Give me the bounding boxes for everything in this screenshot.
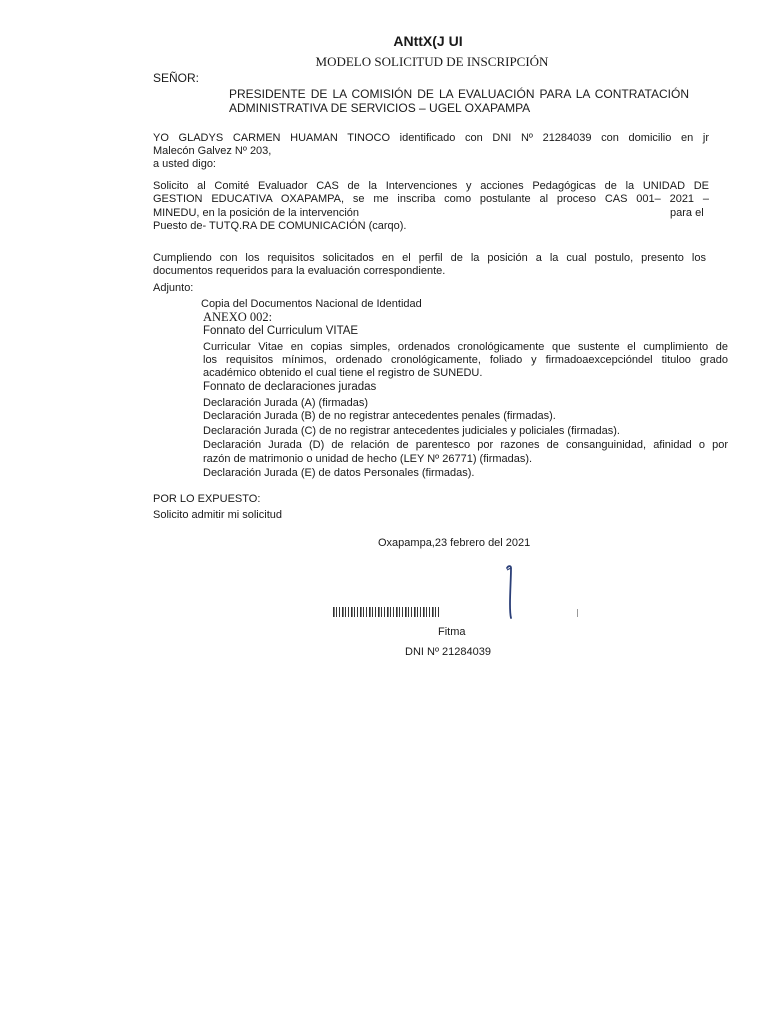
barcode-bar <box>414 607 416 617</box>
barcode-bar <box>393 607 394 617</box>
attachment-item: Declaración Jurada (D) de relación de parentesco por razones de consanguinidad, afinidad o por <box>203 439 728 451</box>
attachment-item: Curricular Vitae en copias simples, ordenados cronológicamente que sustente el cumplimiento de <box>203 341 728 353</box>
attachments-label: Adjunto: <box>153 282 194 294</box>
addressee-line-2: ADMINISTRATIVA DE SERVICIOS – UGEL OXAPAMPA <box>229 101 531 115</box>
barcode-bar <box>366 607 367 617</box>
compliance-line-2: documentos requeridos para la evaluación correspondiente. <box>153 265 446 277</box>
barcode-bar <box>381 607 382 617</box>
barcode-bar <box>357 607 358 617</box>
closing-text: Solicito admitir mi solicitud <box>153 509 282 521</box>
annex-title: ANttX(J UI <box>393 33 463 49</box>
form-title: MODELO SOLICITUD DE INSCRIPCIÓN <box>315 54 549 69</box>
barcode-bar <box>438 607 439 617</box>
barcode-bar <box>348 607 349 617</box>
place-date: Oxapampa,23 febrero del 2021 <box>378 537 531 549</box>
request-line-3b: para el <box>670 207 704 219</box>
barcode-bar <box>399 607 400 617</box>
addressee-line-1: PRESIDENTE DE LA COMISIÓN DE LA EVALUACIÓN PARA LA CONTRATACIÓN <box>229 87 689 101</box>
barcode-bar <box>420 607 421 617</box>
attachment-item: Declaración Jurada (A) (firmadas) <box>203 397 369 409</box>
barcode-bar <box>426 607 427 617</box>
signature-label: Fitma <box>438 626 466 638</box>
barcode-bar <box>384 607 385 617</box>
barcode-bar <box>336 607 337 617</box>
barcode-bar <box>408 607 409 617</box>
barcode-bar <box>360 607 362 617</box>
barcode-bar <box>387 607 389 617</box>
barcode-bar <box>423 607 425 617</box>
barcode-bar <box>363 607 364 617</box>
attachment-item: ANEXO 002: <box>203 310 273 324</box>
attachment-item: Declaración Jurada (B) de no registrar antecedentes penales (firmadas). <box>203 410 556 422</box>
attachment-item: razón de matrimonio o unidad de hecho (LEY Nº 26771) (firmadas). <box>203 453 533 465</box>
barcode-bar <box>378 607 380 617</box>
attachment-item: Copia del Documentos Nacional de Identidad <box>201 298 422 310</box>
barcode-bar <box>432 607 434 617</box>
barcode-bar <box>396 607 398 617</box>
barcode-bar <box>429 607 430 617</box>
barcode-bar <box>411 607 412 617</box>
attachment-item: Fonnato del Curriculum VITAE <box>203 325 359 337</box>
signature-dni: DNI Nº 21284039 <box>405 646 491 658</box>
barcode-bar <box>351 607 353 617</box>
request-line-3a: MINEDU, en la posición de la intervención <box>153 207 360 219</box>
request-line-4: Puesto de- TUTQ.RA DE COMUNICACIÓN (carqo). <box>153 220 407 232</box>
barcode-bar <box>405 607 407 617</box>
compliance-line-1: Cumpliendo con los requisitos solicitados en el perfil de la posición a la cual postulo, presento los <box>153 252 706 264</box>
attachment-item: los requisitos mínimos, ordenado cronológicamente, foliado y firmadoaexcepcióndel tituloo grado <box>203 354 728 366</box>
attachment-item: académico obtenido el cual tiene el registro de SUNEDU. <box>203 367 483 379</box>
identity-line-2: Malecón Galvez Nº 203, <box>153 145 272 157</box>
identity-line-1: YO GLADYS CARMEN HUAMAN TINOCO identificado con DNI Nº 21284039 con domicilio en jr <box>153 132 709 144</box>
barcode-bar <box>372 607 373 617</box>
barcode-bar <box>390 607 391 617</box>
barcode-bar <box>354 607 355 617</box>
barcode-bar <box>345 607 346 617</box>
attachment-item: Declaración Jurada (C) de no registrar antecedentes judiciales y policiales (firmadas). <box>203 425 620 437</box>
closing-label: POR LO EXPUESTO: <box>153 493 261 505</box>
barcode-mark <box>333 607 441 617</box>
barcode-bar <box>333 607 335 617</box>
attachment-item: Declaración Jurada (E) de datos Personales (firmadas). <box>203 467 475 479</box>
barcode-bar <box>342 607 344 617</box>
request-line-2: GESTION EDUCATIVA OXAPAMPA, se me inscriba como postulante al proceso CAS 001– 2021 – <box>153 193 709 205</box>
request-line-1: Solicito al Comité Evaluador CAS de la Intervenciones y acciones Pedagógicas de la UNIDAD DE <box>153 180 709 192</box>
salutation-label: SEÑOR: <box>153 71 200 85</box>
barcode-bar <box>417 607 418 617</box>
barcode-bar <box>402 607 403 617</box>
barcode-bar <box>375 607 376 617</box>
barcode-bar <box>435 607 436 617</box>
barcode-bar <box>369 607 371 617</box>
signature-stroke <box>499 564 521 619</box>
signature-tick <box>577 609 578 617</box>
attachment-item: Fonnato de declaraciones juradas <box>203 381 377 393</box>
barcode-bar <box>339 607 340 617</box>
identity-line-3: a usted digo: <box>153 158 216 170</box>
